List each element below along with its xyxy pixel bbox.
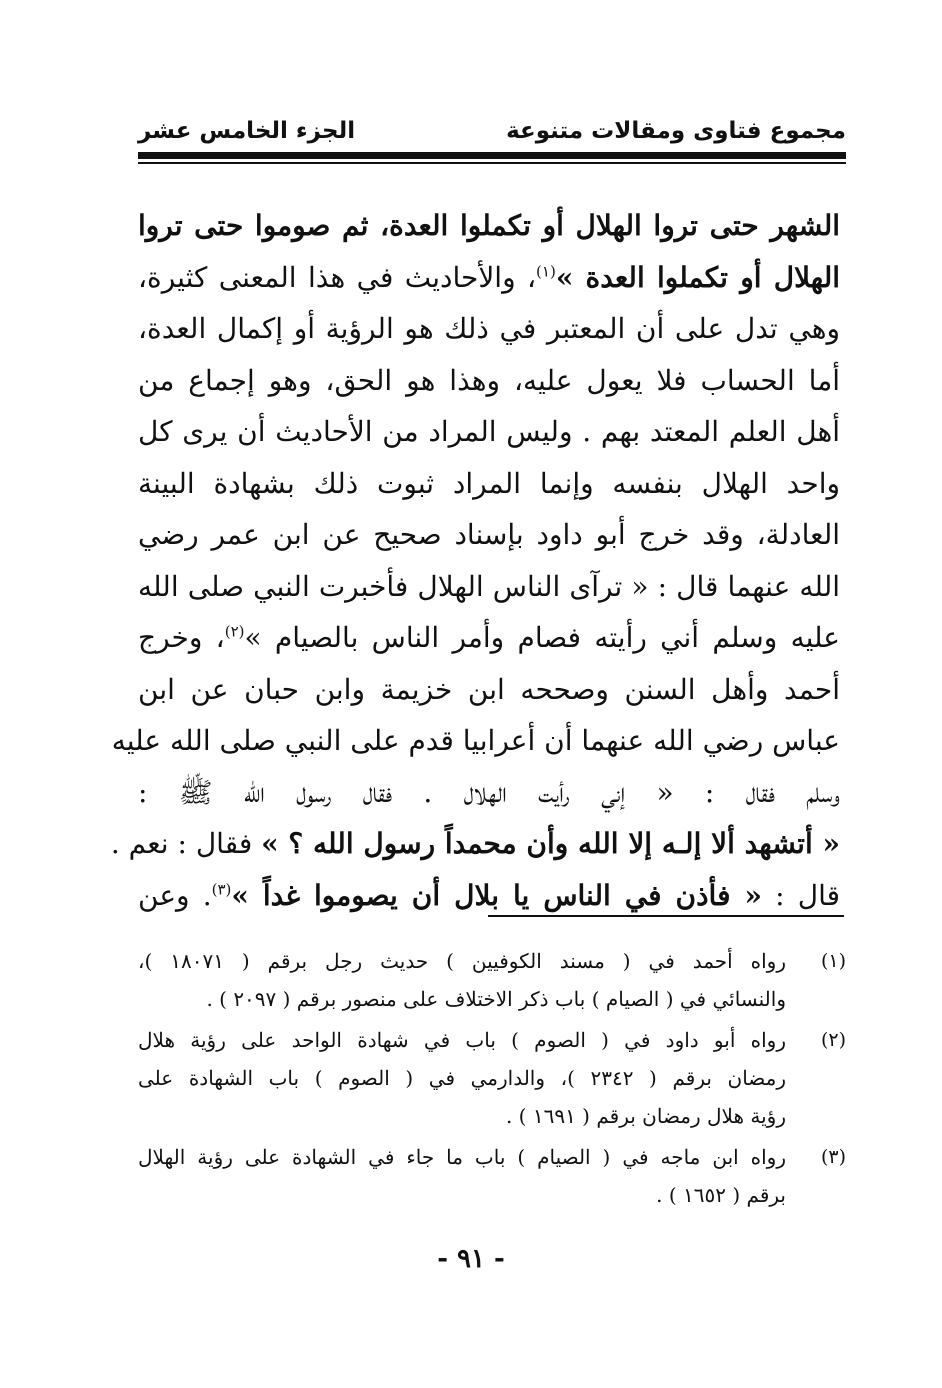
footnote-line: رمضان برقم ( ٢٣٤٢ )، والدارمي في ( الصوم ) باب الشهادة على bbox=[138, 1066, 787, 1090]
footnote bbox=[138, 1021, 846, 1135]
text-segment: ، وخرج bbox=[138, 621, 225, 654]
page-number: - ٩١ - bbox=[437, 1244, 505, 1274]
text-segment: واحد الهلال بنفسه وإنما المراد ثبوت ذلك بشهادة البينة bbox=[138, 466, 840, 500]
text-segment: أحمد وأهل السنن وصححه ابن خزيمة وابن حبان عن ابن bbox=[138, 672, 840, 706]
text-segment: قال : bbox=[761, 878, 840, 912]
footnote bbox=[138, 1138, 846, 1214]
text-line bbox=[111, 715, 840, 767]
footnote-line: رواه أبو داود في ( الصوم ) باب في شهادة الواحد على رؤية هلال bbox=[138, 1028, 786, 1052]
text-line bbox=[138, 406, 840, 458]
text-line bbox=[110, 818, 840, 870]
text-segment: فقال : نعم . bbox=[110, 827, 262, 860]
text-line bbox=[138, 200, 840, 252]
footnotes bbox=[138, 942, 846, 1217]
text-segment: وسلم فقال : « إني رأيت الهلال . فقال رسول الله ﷺ : bbox=[138, 775, 840, 809]
text-line bbox=[138, 355, 840, 407]
footnote-marker[interactable]: (٣) bbox=[211, 880, 232, 899]
text-line bbox=[138, 767, 840, 819]
header-rule-thick bbox=[138, 152, 846, 159]
footnote-line: والنسائي في ( الصيام ) باب ذكر الاختلاف على منصور برقم ( ٢٠٩٧ ) . bbox=[206, 987, 786, 1011]
footnote-number: (٢) bbox=[820, 1029, 846, 1051]
running-header bbox=[138, 118, 846, 150]
text-segment: العادلة، وقد خرج أبو داود بإسناد صحيح عن ابن عمر رضي bbox=[138, 518, 840, 551]
text-line bbox=[138, 458, 840, 510]
text-segment: « أتشهد ألا إلـه إلا الله وأن محمداً رسول الله ؟ » bbox=[261, 827, 840, 860]
text-line bbox=[138, 252, 840, 304]
text-segment: الله عنهما قال : « ترآى الناس الهلال فأخبرت النبي صلى الله bbox=[138, 569, 840, 603]
text-segment: أهل العلم المعتد بهم . وليس المراد من الأحاديث أن يرى كل bbox=[138, 415, 840, 448]
header-rule-thin bbox=[138, 162, 846, 164]
text-segment: « فأذن في الناس يا بلال أن يصوموا غداً » bbox=[231, 878, 762, 912]
footnote-marker[interactable]: (٢) bbox=[224, 622, 245, 641]
text-line bbox=[138, 870, 840, 922]
footnote-number: (٣) bbox=[820, 1146, 846, 1168]
footnote-separator bbox=[488, 915, 844, 917]
text-line bbox=[138, 561, 840, 613]
footnote bbox=[138, 942, 846, 1018]
text-segment: عباس رضي الله عنهما أن أعرابيا قدم على النبي صلى الله عليه bbox=[111, 724, 840, 757]
text-segment: الشهر حتى تروا الهلال أو تكملوا العدة، ثم صوموا حتى تروا bbox=[138, 209, 840, 242]
text-line bbox=[138, 664, 840, 716]
text-segment: الهلال أو تكملوا العدة » bbox=[555, 260, 841, 294]
text-segment: ، والأحاديث في هذا المعنى كثيرة، bbox=[138, 260, 537, 294]
text-line bbox=[138, 509, 840, 561]
footnote-line: برقم ( ١٦٥٢ ) . bbox=[656, 1183, 786, 1207]
text-segment: عليه وسلم أني رأيته فصام وأمر الناس بالصيام » bbox=[244, 621, 841, 654]
footnote-line: رواه ابن ماجه في ( الصيام ) باب ما جاء في الشهادة على رؤية الهلال bbox=[138, 1145, 786, 1169]
text-line bbox=[138, 303, 840, 355]
text-line bbox=[138, 612, 840, 664]
book-title: مجموع فتاوى ومقالات متنوعة bbox=[506, 118, 846, 144]
footnote-line: رؤية هلال رمضان برقم ( ١٦٩١ ) . bbox=[505, 1104, 786, 1128]
text-segment: وهي تدل على أن المعتبر في ذلك هو الرؤية أو إكمال العدة، bbox=[138, 312, 840, 345]
main-text bbox=[110, 200, 841, 921]
footnote-number: (١) bbox=[820, 950, 846, 972]
text-segment: أما الحساب فلا يعول عليه، وهذا هو الحق، وهو إجماع من bbox=[138, 363, 840, 397]
footnote-line: رواه أحمد في ( مسند الكوفيين ) حديث رجل برقم ( ١٨٠٧١ )، bbox=[138, 949, 786, 973]
volume-title: الجزء الخامس عشر bbox=[138, 118, 356, 144]
text-segment: . وعن bbox=[138, 878, 212, 912]
footnote-marker[interactable]: (١) bbox=[536, 262, 556, 281]
